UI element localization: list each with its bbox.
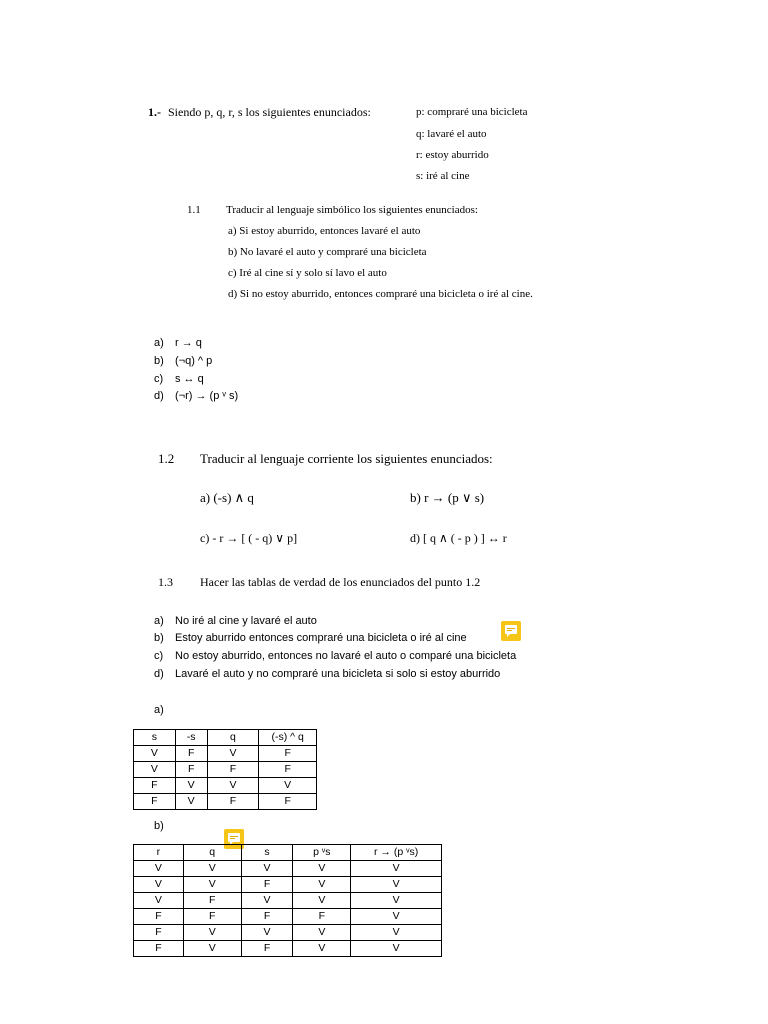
table-b-cell: F (183, 909, 241, 925)
table-a-cell: F (259, 746, 317, 762)
problem-intro: Siendo p, q, r, s los siguientes enunciados: (168, 105, 371, 119)
section-1-1-item-c: c) Iré al cine sí y solo sí lavo el auto (228, 267, 387, 279)
answer-1-1-c-label: c) (154, 373, 164, 385)
answer-1-3-d: Lavaré el auto y no compraré una bicicleta si solo si estoy aburrido (175, 668, 501, 680)
answer-1-1-a-label: a) (154, 337, 164, 349)
problem-1-heading (148, 105, 371, 120)
table-b-cell: V (293, 925, 351, 941)
table-a-header-cell: s (134, 730, 176, 746)
table-b-header-cell: q (183, 845, 241, 861)
truth-table-b (133, 844, 442, 957)
table-a-cell: V (207, 778, 259, 794)
section-1-2-item-c: c) - r → [ ( - q) ∨ p] (200, 531, 298, 545)
table-row (134, 941, 442, 957)
table-b-cell: V (351, 877, 442, 893)
table-a-cell: V (175, 778, 207, 794)
table-b-cell: V (351, 861, 442, 877)
table-row (134, 893, 442, 909)
table-a-header-cell: q (207, 730, 259, 746)
section-1-2-number: 1.2 (158, 451, 175, 466)
table-b-cell: F (241, 909, 293, 925)
table-a-cell: F (207, 794, 259, 810)
table-b-cell: V (241, 893, 293, 909)
table-a-header-cell: (-s) ^ q (259, 730, 317, 746)
table-b-header-cell: p ᵛs (293, 845, 351, 861)
table-b-cell: V (134, 861, 184, 877)
answer-1-3-a: No iré al cine y lavaré el auto (175, 615, 317, 627)
table-row (134, 778, 317, 794)
statement-s: s: iré al cine (416, 170, 470, 182)
table-a-cell: V (134, 762, 176, 778)
table-row (134, 909, 442, 925)
section-1-2-item-a: a) (-s) ∧ q (200, 490, 254, 505)
section-1-1-item-b: b) No lavaré el auto y compraré una bicicleta (228, 246, 427, 258)
table-b-cell: V (183, 925, 241, 941)
table-b-header-cell: r → (p ᵛs) (351, 845, 442, 861)
table-b-header-cell: s (241, 845, 293, 861)
section-1-1-item-d: d) Si no estoy aburrido, entonces compraré una bicicleta o iré al cine. (228, 288, 533, 300)
table-b-cell: V (241, 861, 293, 877)
statement-r: r: estoy aburrido (416, 149, 489, 161)
table-a-cell: F (134, 778, 176, 794)
section-1-2-item-b: b) r → (p ∨ s) (410, 490, 485, 505)
table-b-cell: V (351, 909, 442, 925)
table-b-cell: V (134, 893, 184, 909)
table-b-cell: V (183, 861, 241, 877)
table-b-cell: F (134, 941, 184, 957)
answer-1-3-c-label: c) (154, 650, 164, 662)
table-b-cell: V (134, 877, 184, 893)
comment-icon[interactable] (501, 621, 521, 641)
answer-1-3-d-label: d) (154, 668, 164, 680)
table-a-cell: V (175, 794, 207, 810)
table-b-label: b) (154, 820, 164, 832)
table-b-cell: V (293, 877, 351, 893)
truth-table-a (133, 729, 317, 810)
table-b-cell: F (134, 909, 184, 925)
table-row (134, 762, 317, 778)
table-a-label: a) (154, 704, 164, 716)
table-b-cell: F (241, 877, 293, 893)
table-a-cell: F (259, 794, 317, 810)
answer-1-1-c: s ↔ q (175, 373, 204, 385)
table-row (134, 877, 442, 893)
table-b-cell: V (183, 877, 241, 893)
section-1-1-item-a: a) Si estoy aburrido, entonces lavaré el auto (228, 225, 421, 237)
table-a-cell: F (259, 762, 317, 778)
answer-1-3-a-label: a) (154, 615, 164, 627)
answer-1-1-d-label: d) (154, 390, 164, 402)
table-b-cell: F (134, 925, 184, 941)
table-b-header-row (134, 845, 442, 861)
answer-1-3-b-label: b) (154, 632, 164, 644)
section-1-2-title: Traducir al lenguaje corriente los siguientes enunciados: (200, 451, 493, 466)
table-a-cell: F (175, 746, 207, 762)
table-row (134, 861, 442, 877)
answer-1-1-a: r → q (175, 337, 202, 349)
answer-1-1-b-label: b) (154, 355, 164, 367)
table-b-header-cell: r (134, 845, 184, 861)
table-b-cell: V (351, 925, 442, 941)
table-row (134, 794, 317, 810)
table-b-cell: V (241, 925, 293, 941)
table-a-cell: F (207, 762, 259, 778)
table-b-cell: F (241, 941, 293, 957)
answer-1-3-c: No estoy aburrido, entonces no lavaré el auto o comparé una bicicleta (175, 650, 517, 662)
table-a-cell: V (259, 778, 317, 794)
table-b-cell: V (293, 941, 351, 957)
table-a-cell: V (207, 746, 259, 762)
table-b-cell: V (183, 941, 241, 957)
section-1-1-number: 1.1 (187, 204, 201, 216)
table-b-cell: V (293, 893, 351, 909)
table-b-cell: F (183, 893, 241, 909)
table-b-cell: F (293, 909, 351, 925)
answer-1-1-d: (¬r) → (p ᵛ s) (175, 390, 239, 402)
table-a-cell: V (134, 746, 176, 762)
section-1-3-title: Hacer las tablas de verdad de los enunciados del punto 1.2 (200, 575, 481, 589)
table-row (134, 746, 317, 762)
section-1-3-number: 1.3 (158, 575, 173, 589)
statement-p: p: compraré una bicicleta (416, 106, 528, 118)
table-a-cell: F (175, 762, 207, 778)
table-b-cell: V (293, 861, 351, 877)
statement-q: q: lavaré el auto (416, 128, 487, 140)
table-b-cell: V (351, 893, 442, 909)
table-b-cell: V (351, 941, 442, 957)
answer-1-3-b: Estoy aburrido entonces compraré una bicicleta o iré al cine (175, 632, 467, 644)
problem-number: 1.- (148, 105, 161, 119)
section-1-1-title: Traducir al lenguaje simbólico los siguientes enunciados: (226, 204, 478, 216)
answer-1-1-b: (¬q) ^ p (175, 355, 213, 367)
table-a-header-row (134, 730, 317, 746)
table-a-cell: F (134, 794, 176, 810)
table-row (134, 925, 442, 941)
section-1-2-item-d: d) [ q ∧ ( - p ) ] ↔ r (410, 531, 507, 545)
table-a-header-cell: -s (175, 730, 207, 746)
